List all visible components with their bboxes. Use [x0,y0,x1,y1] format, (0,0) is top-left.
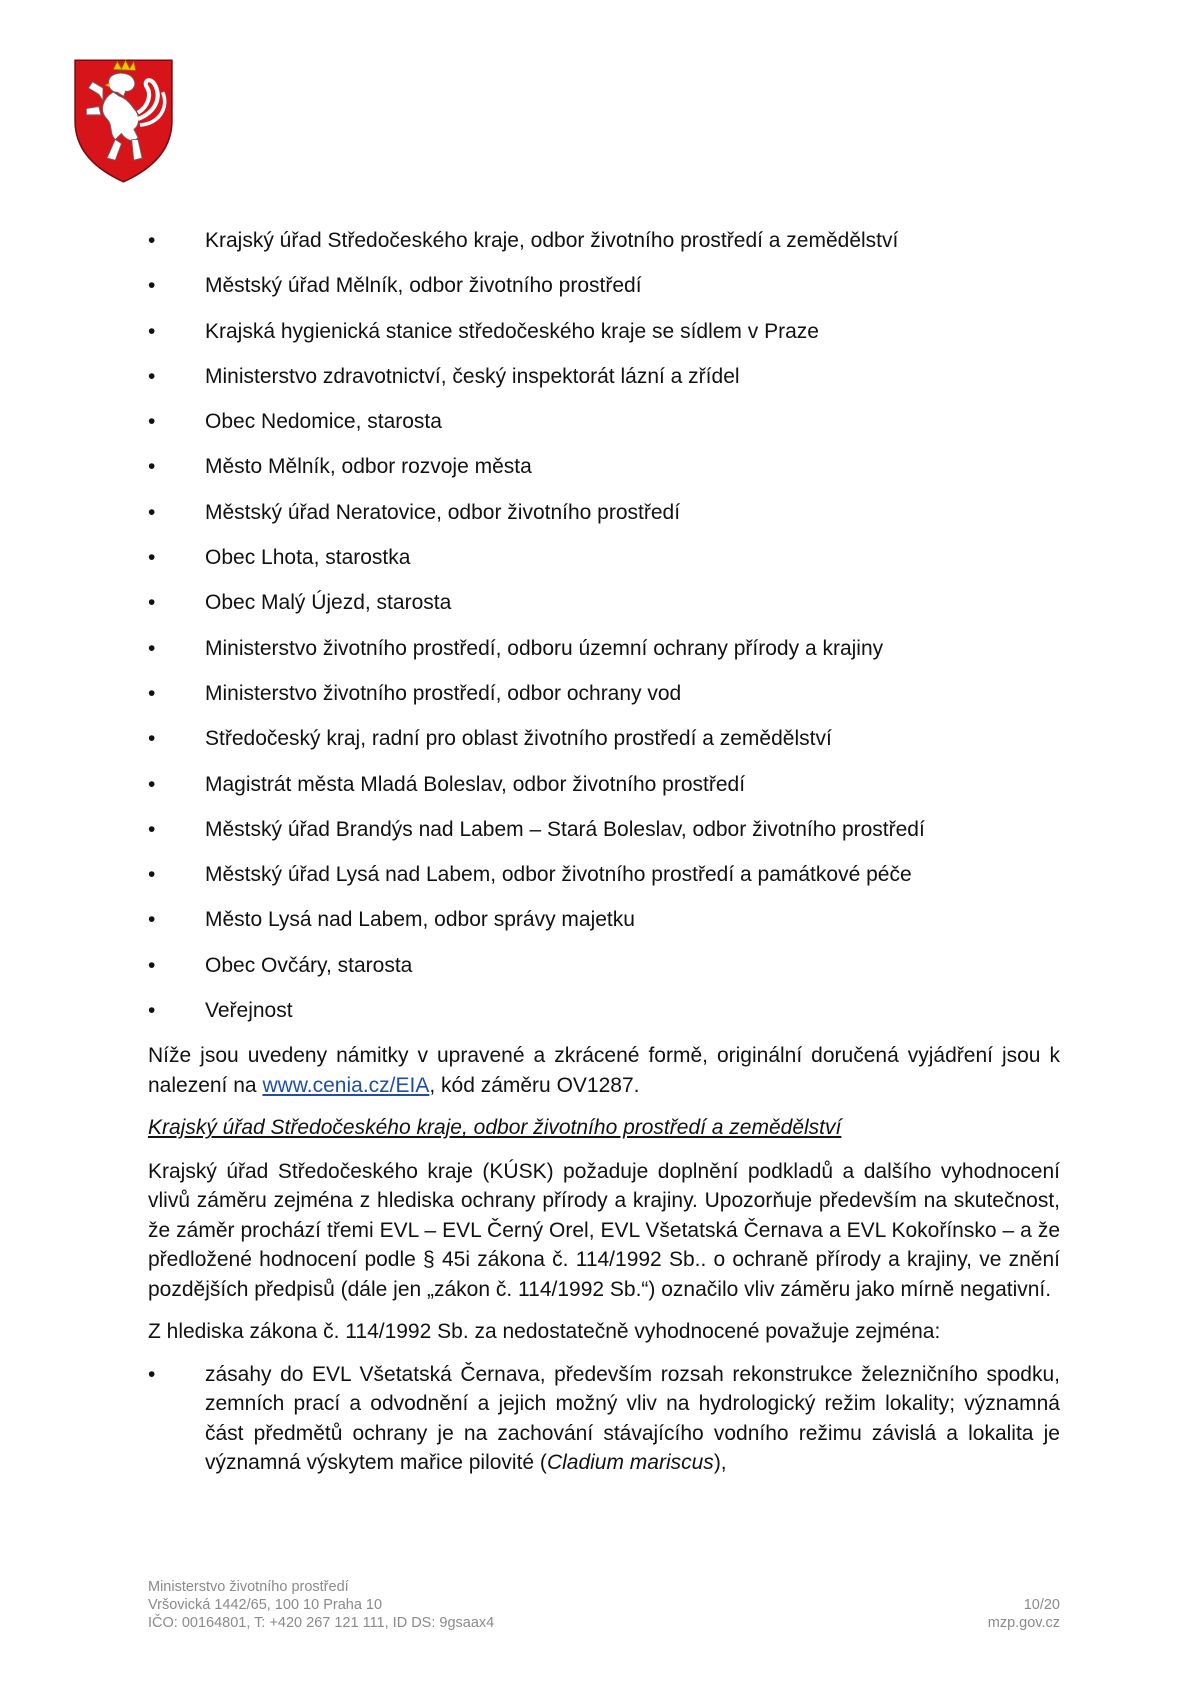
bullet-icon: • [148,636,156,660]
bullet-icon: • [148,410,156,434]
list-item-text: Ministerstvo životního prostředí, odbor ochrany vod [205,681,682,705]
list-item [148,362,1060,407]
list-item-text: Obec Nedomice, starosta [205,410,442,434]
footer-contact: IČO: 00164801, T: +420 267 121 111, ID DS: 9gsaax4 [148,1615,495,1631]
list-item-text: Městský úřad Mělník, odbor životního prostředí [205,274,642,298]
footer-right [988,1578,1060,1632]
bullet-icon: • [148,364,156,388]
document-body [148,226,1060,1478]
issues-list [148,1360,1060,1478]
list-item [148,770,1060,815]
list-item-text: Krajská hygienická stanice středočeského kraje se sídlem v Praze [205,319,819,343]
bullet-icon: • [148,727,156,751]
bullet-icon: • [148,500,156,524]
footer-organization: Ministerstvo životního prostředí [148,1579,349,1595]
bullet-icon: • [148,953,156,977]
list-item-text: Městský úřad Neratovice, odbor životního prostředí [205,500,681,524]
list-item-text: Středočeský kraj, radní pro oblast životního prostředí a zemědělství [205,727,832,751]
list-item [148,588,1060,633]
recipient-list [148,226,1060,1041]
list-item [148,498,1060,543]
list-item [148,951,1060,996]
list-item [148,317,1060,362]
list-item-text: Město Lysá nad Labem, odbor správy majetku [205,908,635,932]
list-item-text: Městský úřad Lysá nad Labem, odbor životního prostředí a památkové péče [205,863,912,887]
cenia-eia-link[interactable]: www.cenia.cz/EIA [262,1073,430,1097]
list-item-text: Veřejnost [205,999,293,1023]
footer-website: mzp.gov.cz [987,1615,1060,1631]
kusk-paragraph: Krajský úřad Středočeského kraje (KÚSK) požaduje doplnění podkladů a dalšího vyhodnocení vlivů záměru zejména z hlediska ochrany přírody a krajiny. Upozorňuje především na skutečnost, že záměr prochází třemi EVL – EVL Černý Orel, EVL Všetatská Černava a EVL Kokořínsko – a že předložené hodnocení podle § 45i zákona č. 114/1992 Sb.. o ochraně přírody a krajiny, ve znění pozdějších předpisů (dále jen „zákon č. 114/1992 Sb.“) označilo vliv záměru jako mírně negativní. [148,1159,1060,1301]
bullet-icon: • [148,229,156,252]
list-item [148,679,1060,724]
bullet-icon: • [148,274,156,298]
page-number: 10/20 [1023,1597,1060,1613]
list-item [148,815,1060,860]
list-item [148,226,1060,271]
list-item-text: Město Mělník, odbor rozvoje města [205,455,532,479]
bullet-icon: • [148,319,156,343]
bullet-icon: • [148,591,156,615]
bullet-icon: • [148,772,156,796]
species-name: Cladium mariscus [546,1451,714,1475]
list-item [148,452,1060,497]
list-item [148,860,1060,905]
list-item: • zásahy do EVL Všetatská Černava, především rozsah rekonstrukce železničního spodku, zemních prací a odvodnění a jejich možný vliv na hydrologický režim lokality; významná část předmětů ochrany je na zachování stávajícího vodního režimu závislá a lokalita je významná výskytem mařice pilovité (Cladium mariscus), [148,1360,1060,1478]
list-item-text: Obec Malý Újezd, starosta [205,591,452,615]
assessment-paragraph: Z hlediska zákona č. 114/1992 Sb. za nedostatečně vyhodnocené považuje zejména: [148,1320,941,1344]
list-item-text: Krajský úřad Středočeského kraje, odbor životního prostředí a zemědělství [205,229,899,252]
page-footer [148,1578,1060,1632]
bullet-icon: • [148,863,156,887]
czech-lion-emblem-icon [72,57,175,185]
intro-paragraph: Níže jsou uvedeny námitky v upravené a zkrácené formě, originální doručená vyjádření jsou k nalezení na www.cenia.cz/EIA, kód záměru OV1287. [148,1044,1060,1097]
list-item-text: Městský úřad Brandýs nad Labem – Stará Boleslav, odbor životního prostředí [205,817,925,841]
list-item-text: Obec Lhota, starostka [205,546,411,570]
bullet-icon: • [148,817,156,841]
list-item-text: Ministerstvo životního prostředí, odboru územní ochrany přírody a krajiny [205,636,884,660]
bullet-icon: • [148,546,156,570]
list-item [148,271,1060,316]
list-item-text: Ministerstvo zdravotnictví, český inspektorát lázní a zřídel [205,364,740,388]
footer-address: Vršovická 1442/65, 100 10 Praha 10 [148,1597,383,1613]
bullet-icon: • [148,455,156,479]
list-item-text: Obec Ovčáry, starosta [205,953,413,977]
bullet-icon: • [148,681,156,705]
list-item [148,996,1060,1041]
list-item [148,543,1060,588]
bullet-icon: • [148,908,156,932]
list-item-text: Magistrát města Mladá Boleslav, odbor životního prostředí [205,772,746,796]
bullet-icon: • [148,999,156,1023]
list-item [148,407,1060,452]
list-item [148,724,1060,769]
list-item [148,634,1060,679]
bullet-icon: • [148,1362,156,1386]
section-heading: Krajský úřad Středočeského kraje, odbor životního prostředí a zemědělství [148,1116,842,1140]
list-item [148,905,1060,950]
